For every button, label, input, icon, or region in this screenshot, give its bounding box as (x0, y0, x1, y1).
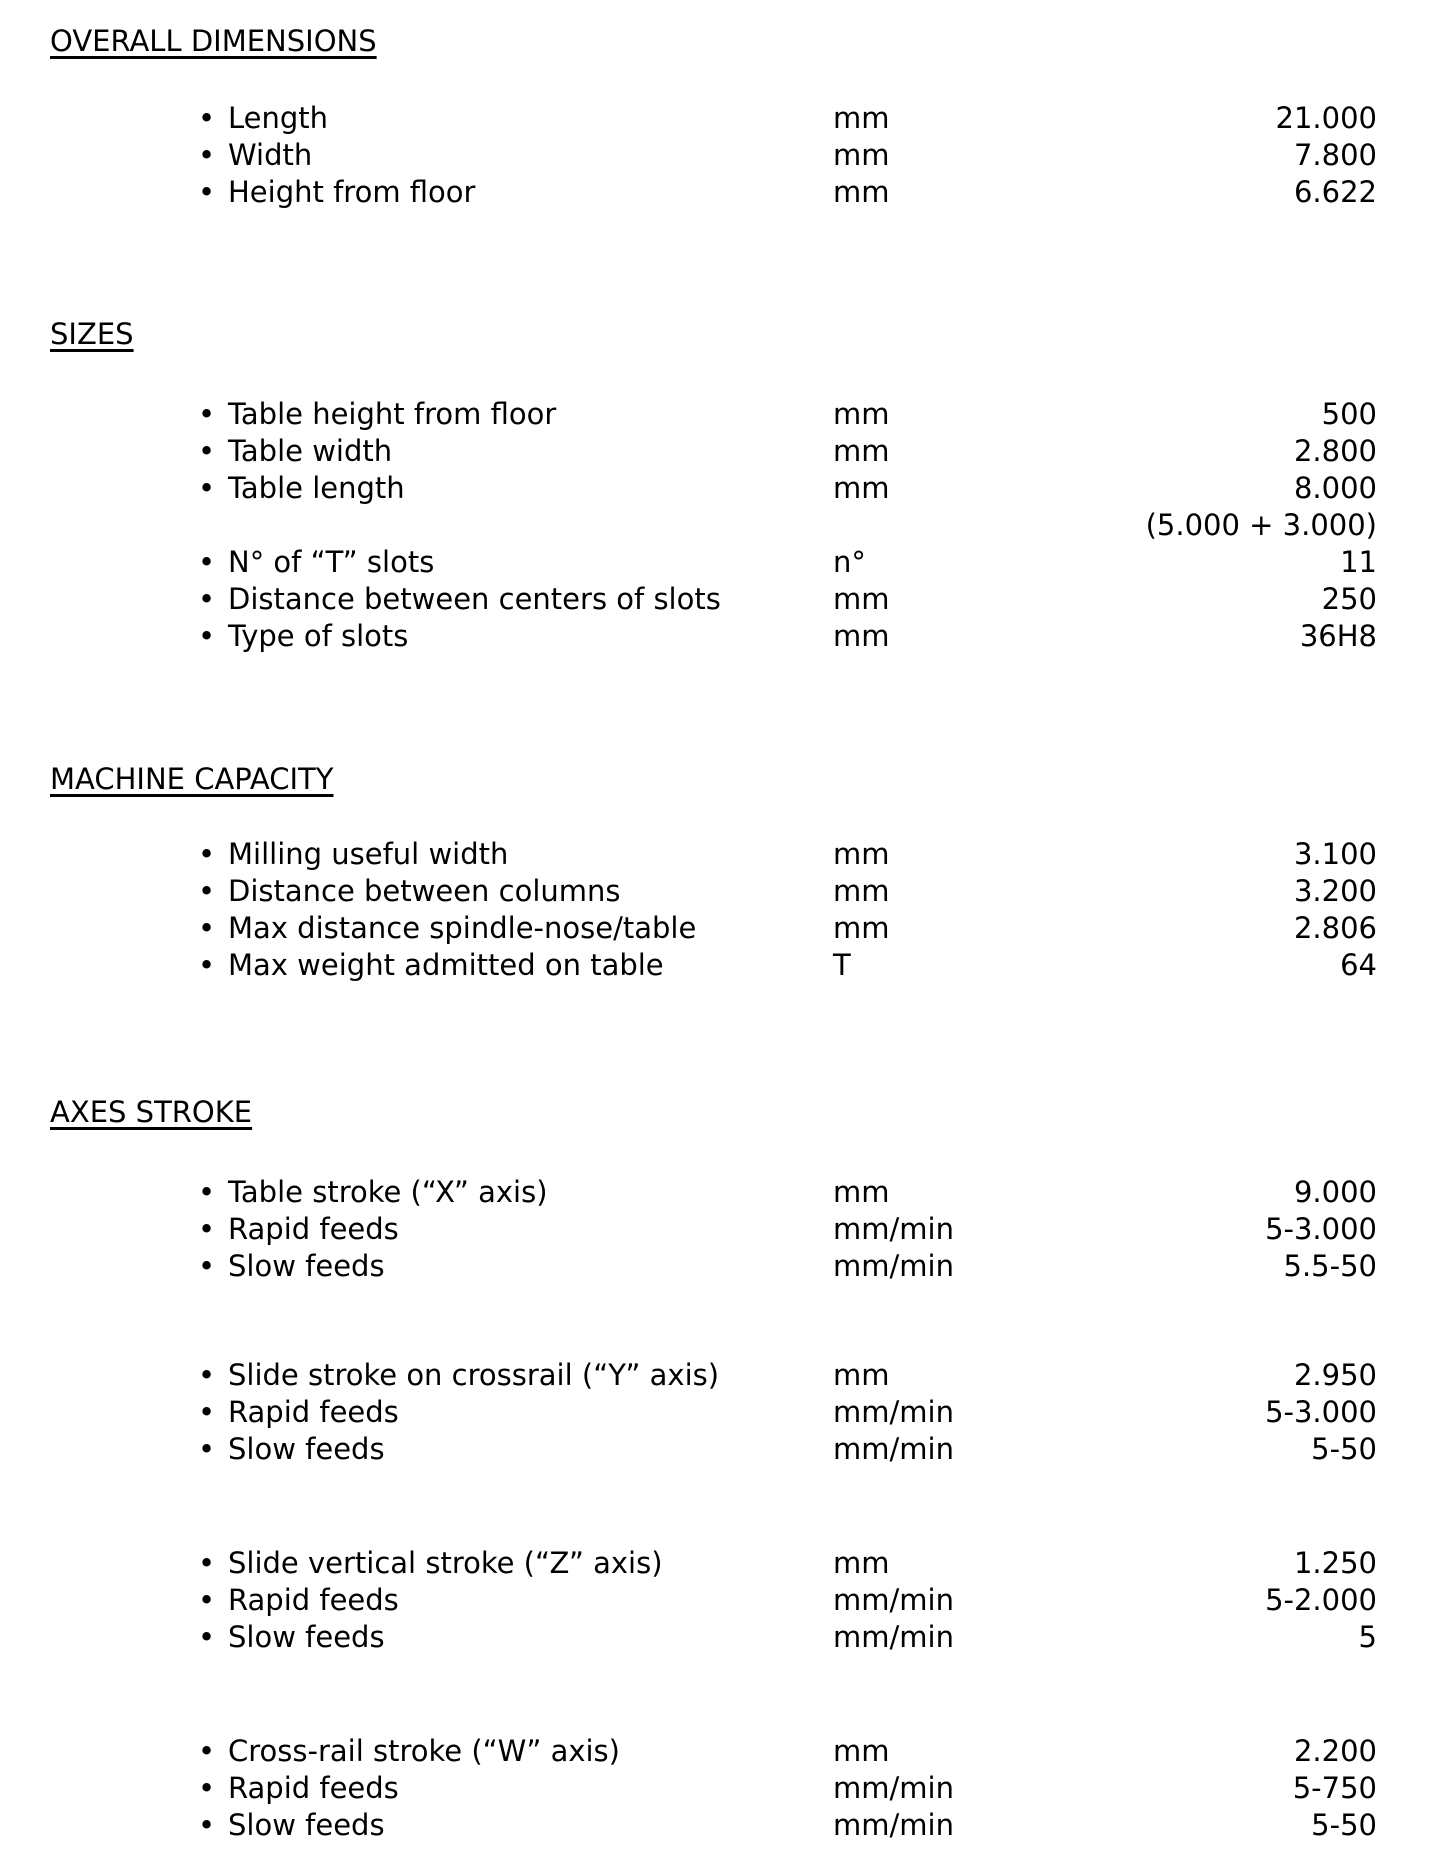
spec-label: Table height from floor (228, 397, 557, 431)
spec-value: 2.800 (1293, 434, 1377, 468)
bullet-icon: • (198, 1212, 216, 1246)
spec-value: 21.000 (1275, 101, 1377, 135)
spec-label: Distance between columns (228, 874, 621, 908)
bullet-icon: • (198, 1358, 216, 1392)
spec-unit: mm (833, 397, 890, 431)
spec-row (0, 1431, 1445, 1468)
spec-value: 8.000 (1293, 471, 1377, 505)
spec-label: Slide vertical stroke (“Z” axis) (228, 1546, 663, 1580)
spec-unit: mm (833, 619, 890, 653)
spec-group (0, 836, 1445, 984)
bullet-icon: • (198, 1546, 216, 1580)
spec-value: 64 (1340, 948, 1377, 982)
spec-unit: mm (833, 1358, 890, 1392)
spec-value: 5-3.000 (1265, 1212, 1377, 1246)
spec-row (0, 433, 1445, 470)
spec-row (0, 1733, 1445, 1770)
spec-unit: mm (833, 101, 890, 135)
bullet-icon: • (198, 619, 216, 653)
spec-row (0, 1211, 1445, 1248)
bullet-icon: • (198, 138, 216, 172)
spec-label: Milling useful width (228, 837, 509, 871)
spec-label: Height from floor (228, 175, 476, 209)
spec-unit: mm/min (833, 1620, 954, 1654)
spec-label: Max weight admitted on table (228, 948, 664, 982)
spec-label: Distance between centers of slots (228, 582, 721, 616)
bullet-icon: • (198, 1583, 216, 1617)
spec-label: Rapid feeds (228, 1212, 399, 1246)
spec-unit: T (833, 948, 851, 982)
spec-group-y-axis (0, 1357, 1445, 1468)
spec-continuation-row (0, 507, 1445, 544)
bullet-icon: • (198, 471, 216, 505)
spec-label: Cross-rail stroke (“W” axis) (228, 1734, 620, 1768)
spec-row (0, 581, 1445, 618)
bullet-icon: • (198, 101, 216, 135)
bullet-icon: • (198, 911, 216, 945)
spec-value: 3.100 (1293, 837, 1377, 871)
spec-unit: mm/min (833, 1808, 954, 1842)
spec-group-x-axis (0, 1174, 1445, 1285)
spec-unit: mm (833, 1734, 890, 1768)
bullet-icon: • (198, 948, 216, 982)
spec-value: 2.806 (1293, 911, 1377, 945)
spec-label: Slow feeds (228, 1620, 385, 1654)
spec-row (0, 1807, 1445, 1844)
spec-label: Rapid feeds (228, 1583, 399, 1617)
spec-value: 5-2.000 (1265, 1583, 1377, 1617)
spec-label: Rapid feeds (228, 1771, 399, 1805)
spec-unit: mm (833, 874, 890, 908)
section-title: MACHINE CAPACITY (50, 762, 334, 796)
spec-label: N° of “T” slots (228, 545, 435, 579)
spec-row (0, 1582, 1445, 1619)
spec-value: 5-50 (1311, 1808, 1377, 1842)
spec-group (0, 100, 1445, 211)
spec-unit: mm/min (833, 1432, 954, 1466)
spec-row (0, 910, 1445, 947)
spec-row (0, 1619, 1445, 1656)
spec-label: Max distance spindle-nose/table (228, 911, 697, 945)
spec-row (0, 174, 1445, 211)
spec-label: Table stroke (“X” axis) (228, 1175, 548, 1209)
bullet-icon: • (198, 582, 216, 616)
spec-unit: mm/min (833, 1395, 954, 1429)
spec-row (0, 1545, 1445, 1582)
bullet-icon: • (198, 1432, 216, 1466)
spec-value: 5.5-50 (1283, 1249, 1377, 1283)
section-title: OVERALL DIMENSIONS (50, 24, 377, 58)
spec-unit: mm (833, 434, 890, 468)
spec-value: 6.622 (1293, 175, 1377, 209)
spec-group (0, 396, 1445, 655)
spec-row (0, 1174, 1445, 1211)
spec-value: 250 (1321, 582, 1377, 616)
spec-unit: mm (833, 1175, 890, 1209)
spec-label: Length (228, 101, 329, 135)
spec-value: 36H8 (1299, 619, 1377, 653)
spec-row (0, 618, 1445, 655)
spec-row (0, 947, 1445, 984)
spec-label: Width (228, 138, 313, 172)
bullet-icon: • (198, 545, 216, 579)
spec-row (0, 873, 1445, 910)
bullet-icon: • (198, 397, 216, 431)
spec-row (0, 1770, 1445, 1807)
spec-label: Slow feeds (228, 1808, 385, 1842)
bullet-icon: • (198, 1249, 216, 1283)
spec-row (0, 1248, 1445, 1285)
spec-value: 5-3.000 (1265, 1395, 1377, 1429)
spec-group-w-axis (0, 1733, 1445, 1844)
spec-value: (5.000 + 3.000) (1145, 508, 1377, 542)
bullet-icon: • (198, 1395, 216, 1429)
spec-row (0, 1357, 1445, 1394)
spec-row (0, 836, 1445, 873)
spec-value: 9.000 (1293, 1175, 1377, 1209)
bullet-icon: • (198, 837, 216, 871)
spec-value: 7.800 (1293, 138, 1377, 172)
spec-value: 2.200 (1293, 1734, 1377, 1768)
spec-row (0, 137, 1445, 174)
spec-label: Slow feeds (228, 1249, 385, 1283)
spec-unit: mm (833, 1546, 890, 1580)
spec-label: Slide stroke on crossrail (“Y” axis) (228, 1358, 720, 1392)
section-title: SIZES (50, 317, 134, 351)
spec-label: Slow feeds (228, 1432, 385, 1466)
spec-unit: mm (833, 837, 890, 871)
spec-row (0, 470, 1445, 507)
spec-group-z-axis (0, 1545, 1445, 1656)
bullet-icon: • (198, 1771, 216, 1805)
bullet-icon: • (198, 1808, 216, 1842)
spec-unit: mm (833, 138, 890, 172)
section-overall-dimensions (0, 23, 1445, 211)
spec-row (0, 396, 1445, 433)
spec-unit: mm (833, 582, 890, 616)
spec-label: Type of slots (228, 619, 409, 653)
spec-unit: mm (833, 911, 890, 945)
bullet-icon: • (198, 175, 216, 209)
section-sizes (0, 316, 1445, 655)
bullet-icon: • (198, 1175, 216, 1209)
spec-value: 5-750 (1292, 1771, 1377, 1805)
bullet-icon: • (198, 434, 216, 468)
spec-label: Table length (228, 471, 405, 505)
spec-unit: mm (833, 175, 890, 209)
spec-row (0, 100, 1445, 137)
spec-row (0, 544, 1445, 581)
bullet-icon: • (198, 874, 216, 908)
spec-label: Rapid feeds (228, 1395, 399, 1429)
spec-value: 3.200 (1293, 874, 1377, 908)
spec-value: 5 (1358, 1620, 1377, 1654)
spec-value: 5-50 (1311, 1432, 1377, 1466)
spec-value: 11 (1340, 545, 1377, 579)
spec-unit: mm (833, 471, 890, 505)
bullet-icon: • (198, 1620, 216, 1654)
spec-row (0, 1394, 1445, 1431)
spec-label: Table width (228, 434, 393, 468)
section-machine-capacity (0, 761, 1445, 984)
spec-value: 500 (1321, 397, 1377, 431)
spec-value: 2.950 (1293, 1358, 1377, 1392)
spec-unit: mm/min (833, 1583, 954, 1617)
spec-value: 1.250 (1293, 1546, 1377, 1580)
section-axes-stroke (0, 1094, 1445, 1844)
section-title: AXES STROKE (50, 1095, 253, 1129)
bullet-icon: • (198, 1734, 216, 1768)
spec-unit: mm/min (833, 1771, 954, 1805)
spec-unit: mm/min (833, 1212, 954, 1246)
spec-unit: n° (833, 545, 866, 579)
spec-unit: mm/min (833, 1249, 954, 1283)
